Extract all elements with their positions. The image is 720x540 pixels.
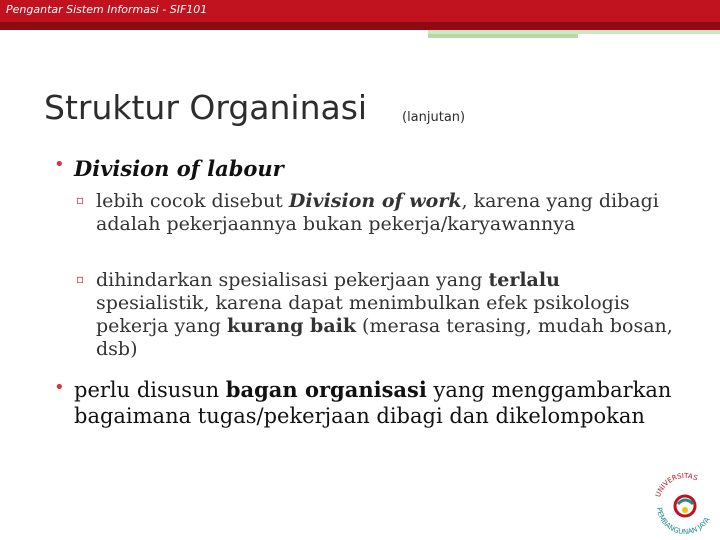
sub-bullet-text-pre: lebih cocok disebut <box>96 190 289 212</box>
sub-bullet-text-post: , karena yang dibagi adalah pekerjaannya bukan pekerja/karyawannya <box>96 190 659 235</box>
slide-subtitle: (lanjutan) <box>402 110 466 125</box>
sub-bullet-text <box>96 190 676 236</box>
university-seal-icon <box>650 462 720 540</box>
bullet-text-post: yang menggambarkan bagaimana tugas/pekerjaan dibagi dan dikelompokan <box>74 378 672 428</box>
sub-bullet-emphasis: Division of work <box>288 190 462 212</box>
bullet-text-pre: perlu disusun <box>74 378 226 402</box>
header-dark-band <box>0 22 720 30</box>
bullet-dot-icon: • <box>54 377 65 398</box>
sub-bullet-text-post: (merasa terasing, mudah bosan, dsb) <box>96 315 673 360</box>
sub-bullet-text-pre: dihindarkan spesialisasi pekerjaan yang <box>96 269 489 291</box>
sub-bullet-square-icon: ▫ <box>76 272 85 286</box>
sub-bullet-text-mid: spesialistik, karena dapat menimbulkan efek psikologis pekerja yang <box>96 292 630 337</box>
sub-bullet-square-icon: ▫ <box>76 193 85 207</box>
header-green-stripe-short <box>428 34 578 38</box>
bullet-heading: Division of labour <box>74 156 284 181</box>
bullet-text <box>74 377 674 429</box>
logo-ring-text-top: UNIVERSITAS <box>654 471 699 499</box>
course-label: Pengantar Sistem Informasi - SIF101 <box>6 3 208 16</box>
bullet-dot-icon: • <box>54 154 65 175</box>
sub-bullet-emphasis-2: kurang baik <box>227 315 357 337</box>
slide-title: Struktur Organinasi <box>44 88 368 127</box>
sub-bullet-emphasis: terlalu <box>488 269 560 291</box>
logo-ring-text-bottom: PEMBANGUNAN JAYA <box>654 506 712 537</box>
bullet-emphasis: bagan organisasi <box>225 377 427 402</box>
sub-bullet-text <box>96 269 676 361</box>
